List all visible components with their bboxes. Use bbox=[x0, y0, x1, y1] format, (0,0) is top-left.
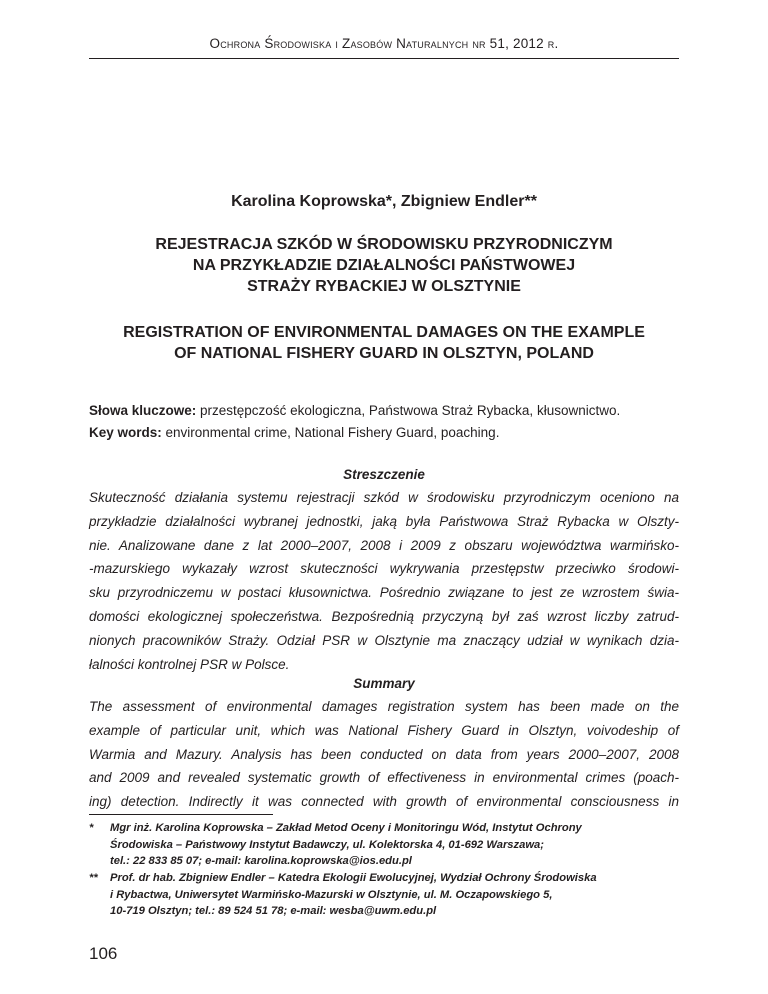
keywords-en-text: environmental crime, National Fishery Guard, poaching. bbox=[161, 425, 500, 440]
footnote-rule bbox=[89, 814, 273, 815]
abstract-en-line: The assessment of environmental damages registration system has been made on the bbox=[89, 699, 679, 714]
abstract-en-line: and 2009 and revealed systematic growth of effectiveness in environmental crimes (poach- bbox=[89, 770, 679, 786]
title-polish bbox=[89, 234, 679, 297]
abstract-en-line: example of particular unit, which was National Fishery Guard in Olsztyn, voivodeship of bbox=[89, 722, 679, 738]
footnote-line: tel.: 22 833 85 07; e-mail: karolina.koprowska@ios.edu.pl bbox=[110, 855, 412, 867]
running-header: Ochrona Środowiska i Zasobów Naturalnych nr 51, 2012 r. bbox=[209, 36, 559, 51]
keywords-polish bbox=[89, 400, 689, 422]
footnote-line: Mgr inż. Karolina Koprowska – Zakład Metod Oceny i Monitoringu Wód, Instytut Ochrony bbox=[110, 822, 582, 834]
abstract-en-line: Warmia and Mazury. Analysis has been conducted on data from years 2000–2007, 2008 bbox=[89, 746, 679, 762]
abstract-pl-line: nie. Analizowane dane z lat 2000–2007, 2008 i 2009 z obszaru województwa warmińsko- bbox=[89, 537, 679, 553]
abstract-pl-heading: Streszczenie bbox=[343, 467, 425, 482]
keywords-english bbox=[89, 422, 689, 444]
header-rule bbox=[89, 58, 679, 59]
abstract-english bbox=[89, 695, 679, 814]
authors: Karolina Koprowska*, Zbigniew Endler** bbox=[231, 193, 537, 210]
title-en-line: OF NATIONAL FISHERY GUARD IN OLSZTYN, POLAND bbox=[174, 345, 594, 362]
title-en-line: REGISTRATION OF ENVIRONMENTAL DAMAGES ON THE EXAMPLE bbox=[123, 324, 645, 341]
abstract-en-line: ing) detection. Indirectly it was connected with growth of environmental consciousness in bbox=[89, 794, 679, 810]
title-pl-line: STRAŻY RYBACKIEJ W OLSZTYNIE bbox=[247, 278, 521, 295]
abstract-pl-line: przykładzie działalności wybranej jednostki, jaką była Państwowa Straż Rybacka w Olszty- bbox=[89, 513, 679, 529]
abstract-pl-line: -mazurskiego wykazały wzrost skuteczności wykrywania przestępstw przeciwko środowi- bbox=[89, 561, 679, 577]
abstract-pl-line: nionych pracowników Straży. Odział PSR w Olsztynie ma znaczący udział w wynikach dzia- bbox=[89, 632, 679, 648]
abstract-pl-line: łalności kontrolnej PSR w Polsce. bbox=[89, 656, 290, 672]
footnote-line: Środowiska – Państwowy Instytut Badawczy, ul. Kolektorska 4, 01-692 Warszawa; bbox=[110, 838, 544, 851]
footnote-line: i Rybactwa, Uniwersytet Warmińsko-Mazurski w Olsztynie, ul. M. Oczapowskiego 5, bbox=[110, 888, 553, 901]
footnote-mark: ** bbox=[89, 872, 98, 884]
footnote-mark: * bbox=[89, 822, 94, 834]
keywords-en-label: Key words: bbox=[89, 425, 162, 440]
abstract-pl-line: sku przyrodniczemu w postaci kłusownictwa. Pośrednio związane to jest ze wzrostem świa- bbox=[89, 585, 679, 601]
keywords-pl-label: Słowa kluczowe: bbox=[89, 403, 197, 418]
title-pl-line: NA PRZYKŁADZIE DZIAŁALNOŚCI PAŃSTWOWEJ bbox=[192, 257, 576, 274]
abstract-pl-line: Skuteczność działania systemu rejestracji szkód w środowisku przyrodniczym oceniono na bbox=[89, 490, 679, 505]
title-pl-line: REJESTRACJA SZKÓD W ŚRODOWISKU PRZYRODNICZYM bbox=[155, 236, 613, 253]
title-english bbox=[89, 322, 679, 364]
page-number: 106 bbox=[89, 944, 118, 963]
footnote-line: 10-719 Olsztyn; tel.: 89 524 51 78; e-mail: wesba@uwm.edu.pl bbox=[110, 905, 437, 917]
abstract-pl-line: domości ekologicznej społeczeństwa. Bezpośrednią przyczyną był zaś wzrost liczby zatrud- bbox=[89, 608, 679, 624]
abstract-polish bbox=[89, 486, 679, 676]
abstract-en-heading: Summary bbox=[353, 676, 415, 691]
footnote-line: Prof. dr hab. Zbigniew Endler – Katedra Ekologii Ewolucyjnej, Wydział Ochrony Środowiska bbox=[110, 872, 597, 884]
keywords-pl-text: przestępczość ekologiczna, Państwowa Straż Rybacka, kłusownictwo. bbox=[196, 403, 621, 418]
